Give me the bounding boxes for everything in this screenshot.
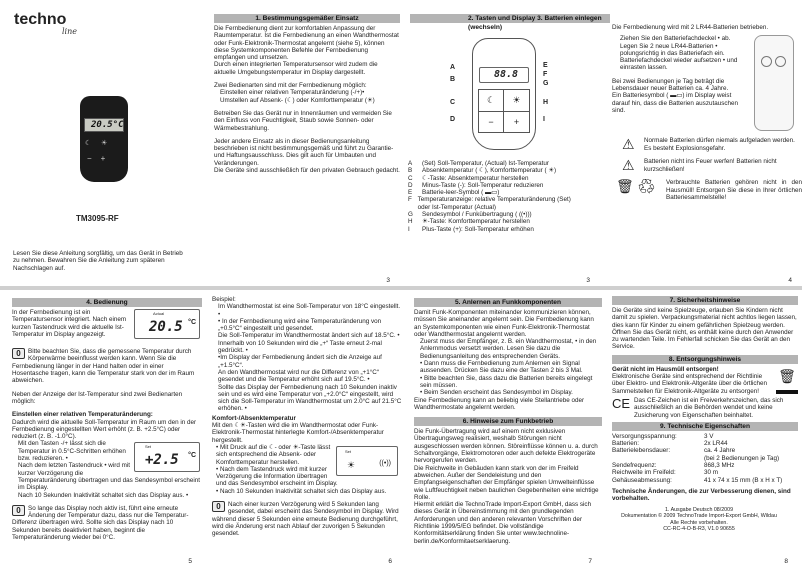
list-item: • Nach dem Tastendruck wird mit kurzer Verzögerung die Information übertragen und das Sendesymbol erscheint im Display. — [216, 465, 338, 488]
paragraph: Öffnen Sie das Gerät nicht, es enthält keine durch den Anwender zu wartenden Teile. Im Fehlerfall schicken Sie das Gerät an den Service. — [612, 328, 794, 351]
spec-row: Batterien: 2x LR44 — [612, 440, 728, 448]
info-icon: 0 — [12, 505, 25, 516]
paragraph: Die Funk-Übertragung wird auf einem nicht exklusiven Übertragungsweg realisiert, weshalb Störungen nicht ausgeschlossen werden können. Störeinflüsse können u. a. durch Schaltvorgänge, Elektromotoren oder auch defekte Elektrogeräte hervorgerufen werden. — [414, 428, 598, 465]
legend-item: G Sendesymbol / Funkübertragung ( ((•))) — [408, 211, 532, 219]
page-4-batteries — [612, 24, 802, 286]
paragraph: Bei zwei Bedienungen je Tag beträgt die Lebensdauer neuer Batterien ca. 4 Jahre. — [612, 77, 729, 93]
legend-item: B Absenktemperatur ( ☾), Komforttemperatur ( ☀) — [408, 167, 557, 175]
page-number: 7 — [588, 558, 592, 565]
list-item: • Beim Senden erscheint das Sendesymbol im Display. — [420, 389, 573, 397]
section-heading: 5. Anlernen an Funkkomponenten — [414, 298, 602, 307]
section-heading: 1. Bestimmungsgemäßer Einsatz — [214, 14, 400, 23]
list-item: • In der Fernbedienung wird eine Temperaturänderung von „+0.5°C“ eingestellt und gesendet. — [218, 317, 382, 333]
spec-row: Sendefrequenz: 868,3 MHz — [612, 462, 735, 470]
spec-row: (bei 2 Bedienungen je Tag) — [704, 454, 780, 462]
battery-compartment-image — [754, 35, 794, 131]
recycle-bin-icon: 🗑 ♻ — [616, 178, 656, 195]
paragraph: Die Fernbedienung dient zur komfortablen Anpassung der Raumtemperatur. Ist die Fernbedienung an einen Wandthermostat oder Funk-Elektronik-Thermostat angelernt (siehe 5), können diese Systemkomponenten Befehle der Fernbedienung empfangen und umsetzen. — [214, 25, 399, 62]
spec-row: Batterielebensdauer: ca. 4 Jahre — [612, 447, 736, 455]
sun-icon: ☀ — [347, 459, 356, 470]
subheading: Gerät nicht im Hausmüll entsorgen! — [612, 365, 719, 373]
paragraph: Die Geräte sind keine Spielzeuge, erlauben Sie Kindern nicht damit zu spielen. Verpackungsmaterial nicht achtlos liegen lassen, dies kann für Kinder zu einem gefährlichen Spielzeug werden. — [612, 307, 797, 329]
display-set: Set +2.5 °C — [134, 442, 200, 472]
paragraph: Jeder andere Einsatz als in dieser Bedienungsanleitung beschrieben ist nicht bestimmungsgemäß und führt zu Garantie- und Haftungsausschluss. Dies gilt auch für Umbauten und Veränderungen. — [214, 137, 394, 167]
page-number: 3 — [386, 277, 390, 284]
cover-page — [0, 0, 205, 286]
list-item: Sollte das Display der Fernbedienung nach 10 Sekunden inaktiv sein und es wird eine Temperatur von „+2.0°C“ eingestellt, wird sich die Soll-Temperatur im Wandthermostat um 2.0°C auf 21.5°C erhöhen. • — [218, 383, 402, 413]
device-photo: 20.5°C ☾ ☀ − + — [80, 96, 128, 182]
list-item: Legen Sie 2 neue LR44-Batterien • polungsrichtig in das Batteriefach ein. — [620, 42, 725, 57]
section-heading: 7. Sicherheitshinweise — [612, 296, 798, 305]
logo: techno line — [14, 11, 78, 36]
sun-key-icon[interactable]: ☀ — [504, 90, 529, 112]
spec-row: Gehäuseabmessung: 41 x 74 x 15 mm (B x H x T) — [612, 476, 783, 484]
section-heading: 2. Tasten und Display 3. Batterien einlegen (wechseln) — [410, 14, 610, 23]
legend-item: E Batterie-leer-Symbol ( ▬▭) — [408, 189, 500, 197]
display-comfort: Set ☀ ((•)) — [336, 446, 398, 476]
section-heading: 8. Entsorgungshinweis — [612, 355, 798, 364]
paragraph: Die Geräte sind ausschließlich für den privaten Gebrauch gedacht. — [214, 167, 400, 175]
warning-text: Batterien nicht ins Feuer werfen! Batterien nicht kurzschließen! — [644, 158, 777, 173]
specs-table — [612, 433, 798, 484]
list-item: Umstellen auf Absenk- (☾) oder Komforttemperatur (☀) — [220, 96, 375, 104]
page-row-divider — [0, 286, 802, 290]
list-item: Im Wandthermostat ist eine Soll-Temperatur von 18°C eingestellt. • — [218, 303, 401, 318]
section-heading: 4. Bedienung — [12, 298, 202, 307]
info-icon: 0 — [12, 348, 25, 359]
page-5-operation — [12, 298, 202, 567]
minus-key-icon[interactable]: − — [479, 112, 504, 133]
list-item: Mit den Tasten -/+ lässt sich die Temperatur in 0.5°C-Schritten erhöhen bzw. reduzieren. • — [18, 440, 126, 463]
page-7-pairing — [414, 298, 602, 567]
page-3-intended-use — [214, 14, 400, 286]
paragraph: Eine Fernbedienung kann an beliebig viele Stellantriebe oder Wandthermostate angelernt werden. — [414, 396, 585, 411]
legend-item: F Temperaturanzeige: relative Temperaturänderung (Set) oder Ist-Temperatur (Actual) — [408, 196, 571, 211]
list-item: • Nach 10 Sekunden Inaktivität schaltet sich das Display aus. — [216, 487, 387, 495]
paragraph: Durch einen integrierten Temperatursensor wird zudem die aktuelle Umgebungstemperatur im Display dargestellt. — [214, 61, 378, 76]
paragraph: Neben der Anzeige der Ist-Temperatur sind zwei Bedienarten möglich: — [12, 390, 183, 405]
paragraph: Dadurch wird die aktuelle Soll-Temperatur im Raum um den in der Fernbedienung eingestellten Wert erhöht (z. B. +2.5°C) oder reduziert (z. B. -1.0°C). — [12, 418, 197, 441]
list-item: Einstellen einer relativen Temperaturänderung (-/+)• — [220, 89, 365, 97]
paragraph: Betreiben Sie das Gerät nur in Innenräumen und vermeiden Sie den Einfluss von Feuchtigkeit, Staub sowie Sonnen- oder Wärmebestrahlung. — [214, 109, 392, 132]
signal-icon: ((•)) — [379, 459, 391, 467]
weee-bin-icon: 🗑 — [776, 366, 798, 394]
paragraph: In der Fernbedienung ist ein Temperatursensor integriert. Nach einem kurzen Tastendruck wird die aktuelle Ist-Temperatur im Display angezeigt. — [12, 309, 127, 338]
page-6-example — [212, 296, 402, 567]
paragraph: Das CE-Zeichen ist ein Freiverkehrszeichen, das sich ausschließlich an die Behörden wendet und keine Zusicherung von Eigenschaften beinhaltet. — [634, 396, 784, 419]
note: 0 Bitte beachten Sie, dass die gemessene Temperatur durch Körperwärme beeinflusst werden kann. Wenn Sie die Fernbedienung länger in der Hand halten oder in einer Hosentasche tragen, kann die Temperatur stark von der im Raum abweichen. — [12, 348, 195, 385]
moon-key-icon[interactable]: ☾ — [479, 90, 504, 112]
list-item: An den Wandthermostat wird nur die Differenz von „+1°C“ gesendet und die Temperatur erhöht sich auf 19.5°C. • — [218, 368, 379, 384]
warning-icon: ⚠ — [622, 157, 635, 174]
page-8-safety-specs — [612, 296, 798, 567]
paragraph: Hiermit erklärt die TechnoTrade Import-Export GmbH, dass sich dieses Gerät in Übereinstimmung mit den grundlegenden Anforderungen und den anderen relevanten Vorschriften der Richtlinie 1999/5/EG befindet. Die vollständige Konformitätserklärung finden Sie unter www.technoline-berlin.de/Konformitaetserklaerung. — [414, 501, 592, 545]
spec-row: Reichweite im Freifeld: 30 m — [612, 469, 718, 477]
intro-text: Lesen Sie diese Anleitung sorgfältig, um das Gerät in Betrieb zu nehmen. Bewahren Sie die Anleitung zum späteren Nachschlagen auf. — [13, 250, 183, 272]
subheading: Komfort-/Absenktemperatur — [212, 414, 296, 422]
list-item: Nach 10 Sekunden Inaktivität schaltet sich das Display aus. • — [18, 491, 189, 499]
paragraph: Die Reichweite in Gebäuden kann stark von der im Freifeld abweichen. Außer der Sendeleistung und den Empfangseigenschaften der Empfänger spielen Umwelteinflüsse wie Luftfeuchtigkeit neben baulichen Gegebenheiten eine wichtige Rolle. — [414, 464, 599, 501]
list-item: • Mit Druck auf die ☾- oder ☀-Taste lässt sich entsprechend die Absenk- oder Komforttemperatur herstellen. — [216, 443, 331, 466]
page-number: 4 — [788, 277, 792, 284]
legend-item: I Plus-Taste (+): Soll-Temperatur erhöhen — [408, 225, 534, 233]
disposal-text: Verbrauchte Batterien gehören nicht in den Hausmüll! Entsorgen Sie diese in Ihrer örtlichen Batteriesammelstelle! — [666, 179, 802, 201]
page-number: 8 — [784, 558, 788, 565]
footer: 1. Ausgabe Deutsch 08/2009 Dokumentation © 2009 TechnoTrade Import-Export GmbH, Wildau Alle Rechte vorbehalten. CC-RC-4-O-B-R3, V1.0 90655 — [621, 506, 777, 533]
info-icon: 0 — [212, 501, 225, 512]
page-number: 6 — [388, 558, 392, 565]
spec-row: Versorgungsspannung: 3 V — [612, 432, 714, 440]
ce-mark-icon: CE — [612, 395, 631, 411]
legend-item: A (Set) Soll-Temperatur, (Actual) Ist-Temperatur — [408, 160, 550, 167]
note: 0 Nach einer kurzen Verzögerung wird 5 Sekunden lang gesendet, dabei erscheint das Sendesymbol im Display. Wird während dieser 5 Sekunden eine erneute Bedienung durchgeführt, wird die Änderung erst nach Ablauf der zuvorigen 5 Sekunden gesendet. — [212, 501, 399, 538]
note: 0 So lange das Display noch aktiv ist, führt eine erneute Änderung der Temperatur dazu, dass nur die Temperatur-Differenz übertragen wird. Sollte sich das Display nach 10 Sekunden bereits deaktiviert haben, beginnt die Temperaturänderung wieder bei 0°C. — [12, 504, 189, 542]
notice: Technische Änderungen, die zur Verbesserung dienen, sind vorbehalten. — [612, 487, 791, 503]
list-item: Batteriefachdeckel wieder aufsetzen • und einrasten lassen. — [620, 57, 738, 72]
list-item: Nach dem letzten Tastendruck • wird mit kurzer Verzögerung die Temperaturänderung übertragen und das Sendesymbol erscheint im Display. — [18, 462, 201, 492]
list-item: •Im Display der Fernbedienung ändert sich die Anzeige auf „+1.5°C“. — [218, 354, 382, 369]
paragraph: Mit den ☾☀-Tasten wird die im Wandthermostat oder Funk-Elektronik-Thermostat hinterlegte Komfort-/Absenktemperatur hergestellt. — [212, 422, 384, 444]
warning-icon: ⚠ — [622, 136, 635, 153]
page-3-keys-display: 2. Tasten und Display 3. Batterien einlegen (wechseln) 88.8 ☾ ☀ − + A B C D E F G H I A (Set) Soll-Temperatur, (Actual) Ist-Temperatur B Absenktemperatur ( ☾), Komforttemperatur ( ☀) C ☾-Taste: Absenktemperatur herstellen D Minus-Taste (-): Soll-Temperatur reduzieren E Batterie-leer-Symbol ( ▬▭) F Temperaturanzeige: relative Temperaturänderung (Set) oder Ist-Temperatur (Actual) G Sendesymbol / Funkübertragung ( ((•))) H ☀-Taste: Komforttemperatur herstellen I Plus-Taste (+): Soll-Temperatur erhöhen 3 — [410, 14, 600, 286]
example-label: Beispiel: — [212, 296, 236, 303]
list-item: Die Soll-Temperatur im Wandthermostat ändert sich auf 18.5°C. • — [218, 332, 400, 340]
plus-key-icon[interactable]: + — [513, 117, 520, 127]
legend-list — [408, 160, 578, 233]
page-number: 3 — [586, 277, 590, 284]
legend-item: D Minus-Taste (-): Soll-Temperatur reduzieren — [408, 181, 544, 189]
section-heading: 6. Hinweise zum Funkbetrieb — [414, 417, 602, 426]
warning-text: Normale Batterien dürfen niemals aufgeladen werden. Es besteht Explosionsgefahr. — [644, 137, 795, 152]
paragraph: Elektronische Geräte sind entsprechend der Richtlinie über Elektro- und Elektronik-Altgeräte über die örtlichen Sammelstellen für Elektronik-Altgeräte zu entsorgen! — [612, 373, 768, 395]
page-number: 5 — [188, 558, 192, 565]
paragraph: Damit Funk-Komponenten miteinander kommunizieren können, müssen Sie aneinander angelernt sein. Die Fernbedienung kann an Systemkomponenten wie einen Funk-Elektronik-Thermostat oder Wandthermostat angelernt werden. — [414, 309, 594, 338]
model-name: TM3095-RF — [76, 214, 119, 223]
list-item: Zuerst muss der Empfänger, z. B. ein Wandthermostat, • in den Anlernmodus versetzt werden. Lesen Sie dazu die Bedienungsanleitung des entsprechenden Geräts. — [420, 338, 597, 360]
paragraph: Ein Batteriesymbol ( ▬▭) im Display weist darauf hin, dass die Batterien auszutauschen sind. — [612, 92, 739, 114]
list-item: Ziehen Sie den Batteriefachdeckel • ab. — [620, 35, 731, 43]
legend-item: H ☀-Taste: Komforttemperatur herstellen — [408, 218, 530, 226]
display-actual: Actual 20.5 °C — [134, 309, 200, 339]
list-item: • Bitte beachten Sie, dass dazu die Batterien bereits eingelegt sein müssen. — [420, 374, 593, 389]
paragraph: Zwei Bedienarten sind mit der Fernbedienung möglich: — [214, 82, 367, 90]
subheading: Einstellen einer relativen Temperaturänderung: — [12, 411, 153, 419]
list-item: Innerhalb von 10 Sekunden wird die „+“ Taste erneut 2-mal gedrückt. • — [218, 339, 382, 355]
paragraph: Die Fernbedienung wird mit 2 LR44-Batterien betrieben. — [612, 24, 769, 31]
section-heading: 9. Technische Eigenschaften — [612, 422, 798, 431]
list-item: • Dann muss die Fernbedienung zum Anlernen ein Signal aussenden. Drücken Sie dazu eine der Tasten 2 bis 3 Mal. — [420, 360, 583, 375]
legend-item: C ☾-Taste: Absenktemperatur herstellen — [408, 174, 529, 182]
device-diagram: 88.8 ☾ ☀ − + — [472, 38, 536, 150]
